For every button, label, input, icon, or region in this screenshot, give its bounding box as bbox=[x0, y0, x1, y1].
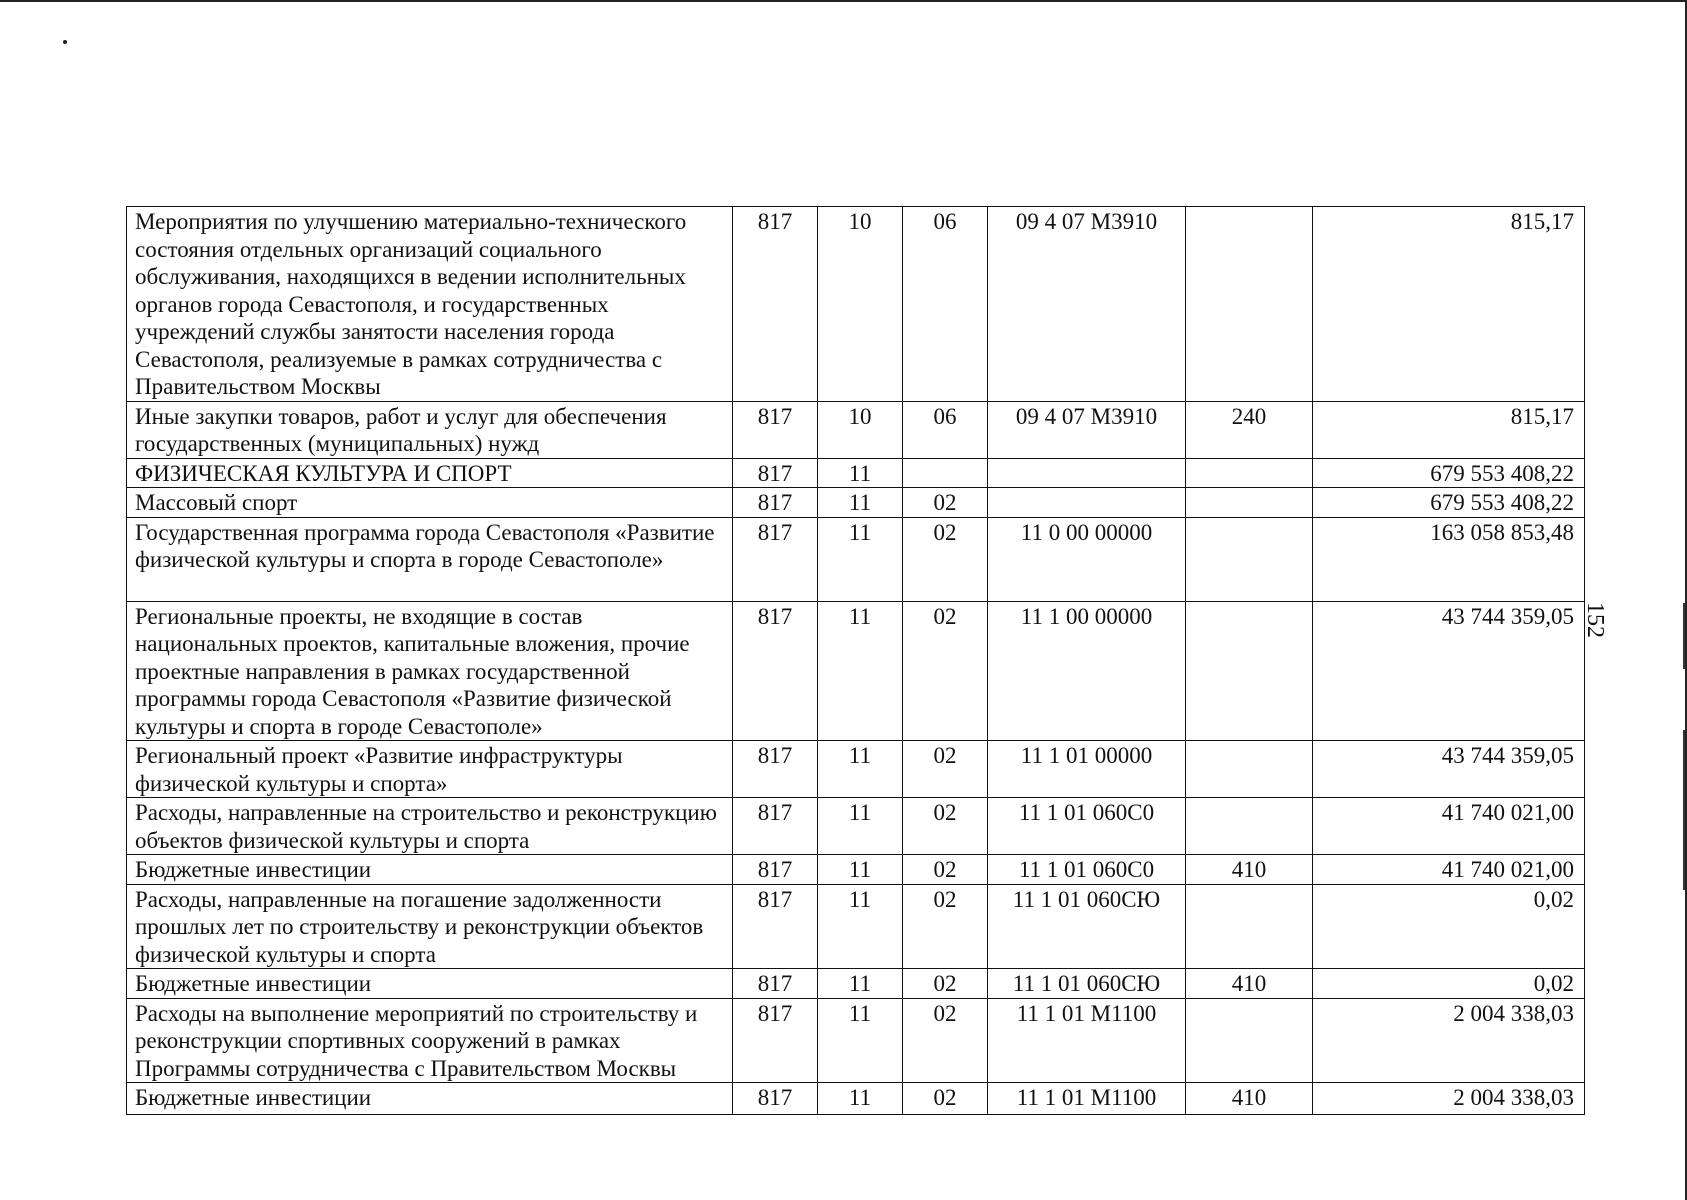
subsection-code: 02 bbox=[903, 1083, 988, 1115]
target-article: 11 1 01 M1100 bbox=[988, 1083, 1186, 1115]
target-article: 11 0 00 00000 bbox=[988, 517, 1186, 601]
row-name: Бюджетные инвестиции bbox=[127, 1083, 733, 1115]
section-code: 11 bbox=[818, 458, 903, 488]
scan-mark bbox=[1683, 603, 1685, 669]
table-row bbox=[127, 855, 1585, 885]
target-article: 11 1 01 M1100 bbox=[988, 998, 1186, 1083]
expense-type bbox=[1186, 884, 1313, 969]
page-number: 152 bbox=[1582, 602, 1608, 638]
expense-type: 410 bbox=[1186, 969, 1313, 999]
admin-code: 817 bbox=[733, 517, 818, 601]
row-name: Государственная программа города Севастополя «Развитие физической культуры и спорта в городе Севастополе» bbox=[127, 517, 733, 601]
section-code: 10 bbox=[818, 401, 903, 458]
row-name: Региональные проекты, не входящие в состав национальных проектов, капитальные вложения, прочие проектные направления в рамках государственной программы города Севастополя «Развитие физической культуры и спорта в городе Севастополе» bbox=[127, 601, 733, 741]
admin-code: 817 bbox=[733, 798, 818, 855]
budget-table-body bbox=[127, 207, 1585, 1115]
section-code: 10 bbox=[818, 207, 903, 402]
target-article: 11 1 01 060C0 bbox=[988, 798, 1186, 855]
row-name: Расходы, направленные на строительство и реконструкцию объектов физической культуры и спорта bbox=[127, 798, 733, 855]
row-name: Мероприятия по улучшению материально-технического состояния отдельных организаций социального обслуживания, находящихся в ведении исполнительных органов города Севастополя, и государственных учреждений службы занятости населения города Севастополя, реализуемые в рамках сотрудничества с Правительством Москвы bbox=[127, 207, 733, 402]
target-article: 09 4 07 M3910 bbox=[988, 207, 1186, 402]
row-name: Иные закупки товаров, работ и услуг для обеспечения государственных (муниципальных) нужд bbox=[127, 401, 733, 458]
subsection-code bbox=[903, 458, 988, 488]
row-name: Расходы, направленные на погашение задолженности прошлых лет по строительству и реконструкции объектов физической культуры и спорта bbox=[127, 884, 733, 969]
subsection-code: 06 bbox=[903, 207, 988, 402]
section-code: 11 bbox=[818, 855, 903, 885]
subsection-code: 02 bbox=[903, 884, 988, 969]
section-code: 11 bbox=[818, 517, 903, 601]
table-row bbox=[127, 798, 1585, 855]
table-row bbox=[127, 517, 1585, 601]
row-name: Бюджетные инвестиции bbox=[127, 855, 733, 885]
table-row bbox=[127, 884, 1585, 969]
section-code: 11 bbox=[818, 998, 903, 1083]
amount: 679 553 408,22 bbox=[1313, 488, 1585, 518]
expense-type bbox=[1186, 998, 1313, 1083]
amount: 43 744 359,05 bbox=[1313, 601, 1585, 741]
admin-code: 817 bbox=[733, 488, 818, 518]
subsection-code: 02 bbox=[903, 741, 988, 798]
target-article: 11 1 01 060C0 bbox=[988, 855, 1186, 885]
amount: 163 058 853,48 bbox=[1313, 517, 1585, 601]
target-article: 11 1 01 00000 bbox=[988, 741, 1186, 798]
subsection-code: 02 bbox=[903, 601, 988, 741]
section-code: 11 bbox=[818, 601, 903, 741]
row-name: Бюджетные инвестиции bbox=[127, 969, 733, 999]
target-article: 11 1 01 060СЮ bbox=[988, 969, 1186, 999]
subsection-code: 02 bbox=[903, 798, 988, 855]
target-article: 11 1 00 00000 bbox=[988, 601, 1186, 741]
expense-type: 240 bbox=[1186, 401, 1313, 458]
row-name: Массовый спорт bbox=[127, 488, 733, 518]
amount: 2 004 338,03 bbox=[1313, 1083, 1585, 1115]
target-article bbox=[988, 488, 1186, 518]
amount: 679 553 408,22 bbox=[1313, 458, 1585, 488]
scan-top-edge bbox=[0, 0, 1687, 2]
subsection-code: 02 bbox=[903, 517, 988, 601]
scan-mark bbox=[1683, 730, 1685, 890]
admin-code: 817 bbox=[733, 401, 818, 458]
row-name: Расходы на выполнение мероприятий по строительству и реконструкции спортивных сооружений в рамках Программы сотрудничества с Правительством Москвы bbox=[127, 998, 733, 1083]
table-row bbox=[127, 458, 1585, 488]
table-row bbox=[127, 601, 1585, 741]
admin-code: 817 bbox=[733, 601, 818, 741]
table-row bbox=[127, 401, 1585, 458]
admin-code: 817 bbox=[733, 458, 818, 488]
amount: 815,17 bbox=[1313, 207, 1585, 402]
admin-code: 817 bbox=[733, 1083, 818, 1115]
expense-type bbox=[1186, 458, 1313, 488]
admin-code: 817 bbox=[733, 741, 818, 798]
amount: 0,02 bbox=[1313, 884, 1585, 969]
subsection-code: 06 bbox=[903, 401, 988, 458]
target-article bbox=[988, 458, 1186, 488]
admin-code: 817 bbox=[733, 969, 818, 999]
expense-type bbox=[1186, 517, 1313, 601]
amount: 815,17 bbox=[1313, 401, 1585, 458]
expense-type: 410 bbox=[1186, 1083, 1313, 1115]
target-article: 09 4 07 M3910 bbox=[988, 401, 1186, 458]
table-row bbox=[127, 1083, 1585, 1115]
table-row bbox=[127, 741, 1585, 798]
section-code: 11 bbox=[818, 884, 903, 969]
scan-speck bbox=[63, 40, 67, 44]
admin-code: 817 bbox=[733, 207, 818, 402]
admin-code: 817 bbox=[733, 855, 818, 885]
expense-type bbox=[1186, 488, 1313, 518]
admin-code: 817 bbox=[733, 884, 818, 969]
amount: 0,02 bbox=[1313, 969, 1585, 999]
subsection-code: 02 bbox=[903, 855, 988, 885]
section-code: 11 bbox=[818, 488, 903, 518]
target-article: 11 1 01 060СЮ bbox=[988, 884, 1186, 969]
expense-type bbox=[1186, 798, 1313, 855]
table-row bbox=[127, 969, 1585, 999]
expense-type bbox=[1186, 207, 1313, 402]
row-name: ФИЗИЧЕСКАЯ КУЛЬТУРА И СПОРТ bbox=[127, 458, 733, 488]
table-row bbox=[127, 488, 1585, 518]
section-code: 11 bbox=[818, 741, 903, 798]
expense-type bbox=[1186, 601, 1313, 741]
amount: 41 740 021,00 bbox=[1313, 855, 1585, 885]
amount: 41 740 021,00 bbox=[1313, 798, 1585, 855]
amount: 2 004 338,03 bbox=[1313, 998, 1585, 1083]
amount: 43 744 359,05 bbox=[1313, 741, 1585, 798]
admin-code: 817 bbox=[733, 998, 818, 1083]
row-name: Региональный проект «Развитие инфраструктуры физической культуры и спорта» bbox=[127, 741, 733, 798]
expense-type bbox=[1186, 741, 1313, 798]
subsection-code: 02 bbox=[903, 488, 988, 518]
budget-table bbox=[126, 206, 1585, 1115]
subsection-code: 02 bbox=[903, 998, 988, 1083]
section-code: 11 bbox=[818, 1083, 903, 1115]
expense-type: 410 bbox=[1186, 855, 1313, 885]
section-code: 11 bbox=[818, 798, 903, 855]
section-code: 11 bbox=[818, 969, 903, 999]
table-row bbox=[127, 998, 1585, 1083]
table-row bbox=[127, 207, 1585, 402]
subsection-code: 02 bbox=[903, 969, 988, 999]
